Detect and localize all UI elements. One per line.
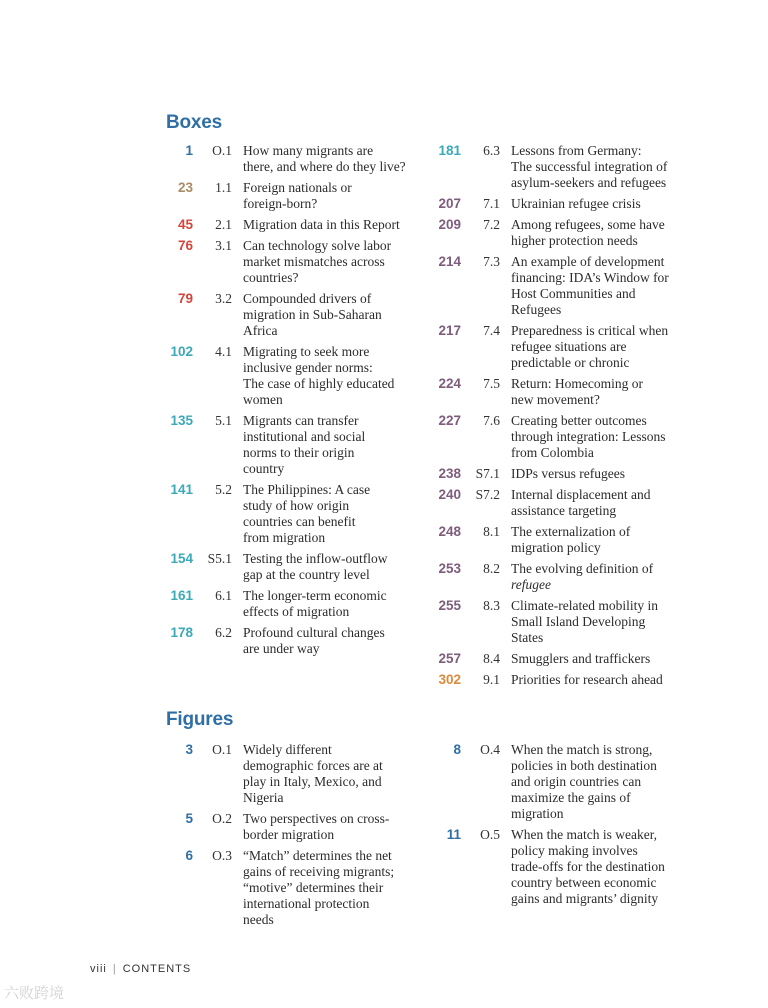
toc-item-number: S5.1 <box>207 551 232 566</box>
toc-title-line: An example of development <box>511 254 665 269</box>
boxes-heading: Boxes <box>166 112 223 133</box>
toc-title-line: Foreign nationals or <box>243 180 352 195</box>
toc-title-line: country <box>243 461 285 476</box>
toc-title-line: Africa <box>243 323 278 338</box>
toc-title-line: predictable or chronic <box>511 355 630 370</box>
toc-entry[interactable] <box>434 323 694 371</box>
toc-title-line: How many migrants are <box>243 143 374 158</box>
toc-item-number: 3.2 <box>215 291 232 306</box>
toc-title-line: financing: IDA’s Window for <box>511 270 669 285</box>
toc-item-title <box>243 344 426 408</box>
toc-item-title <box>511 672 694 688</box>
toc-entry[interactable] <box>434 466 694 482</box>
toc-page-number: 135 <box>170 413 193 428</box>
toc-title-line: gains and migrants’ dignity <box>511 891 659 906</box>
toc-entry[interactable] <box>434 827 694 907</box>
toc-entry[interactable] <box>434 217 694 249</box>
toc-entry[interactable] <box>166 180 426 212</box>
toc-item-title <box>511 598 694 646</box>
toc-page-number: 238 <box>438 466 461 481</box>
toc-title-line: The case of highly educated <box>243 376 395 391</box>
toc-title-line: Host Communities and <box>511 286 636 301</box>
toc-entry[interactable] <box>166 482 426 546</box>
toc-item-title <box>511 466 694 482</box>
toc-entry[interactable] <box>434 487 694 519</box>
toc-item-title <box>511 376 694 408</box>
toc-entry[interactable] <box>166 551 426 583</box>
toc-page-number: 161 <box>170 588 193 603</box>
toc-title-line: countries? <box>243 270 299 285</box>
toc-title-line: new movement? <box>511 392 600 407</box>
toc-title-line: Creating better outcomes <box>511 413 647 428</box>
boxes-right-column <box>434 143 694 693</box>
toc-title-line: The externalization of <box>511 524 631 539</box>
toc-page-number: 209 <box>438 217 461 232</box>
toc-entry[interactable] <box>434 254 694 318</box>
toc-item-number: 7.5 <box>483 376 500 391</box>
toc-page-number: 5 <box>185 811 193 826</box>
toc-title-line: Testing the inflow-outflow <box>243 551 388 566</box>
toc-title-line: Profound cultural changes <box>243 625 385 640</box>
toc-item-title <box>511 561 694 593</box>
toc-title-line: States <box>511 630 544 645</box>
toc-title-line: trade-offs for the destination <box>511 859 665 874</box>
toc-page-number: 227 <box>438 413 461 428</box>
toc-item-number: 5.2 <box>215 482 232 497</box>
toc-item-number: 6.1 <box>215 588 232 603</box>
toc-item-title <box>511 524 694 556</box>
toc-item-title <box>511 827 694 907</box>
footer-section-label: CONTENTS <box>122 963 192 975</box>
toc-item-number: S7.1 <box>475 466 500 481</box>
toc-page-number: 45 <box>177 217 193 232</box>
toc-page-number: 224 <box>438 376 461 391</box>
toc-item-title <box>243 848 426 928</box>
toc-page-number: 178 <box>170 625 193 640</box>
toc-item-title <box>243 413 426 477</box>
toc-title-line: Widely different <box>243 742 332 757</box>
toc-title-line: refugee situations are <box>511 339 627 354</box>
toc-title-line: “motive” determines their <box>243 880 384 895</box>
toc-item-number: 6.3 <box>483 143 500 158</box>
toc-page-number: 181 <box>438 143 461 158</box>
toc-title-line: Among refugees, some have <box>511 217 665 232</box>
toc-title-line: Migration data in this Report <box>243 217 400 232</box>
toc-title-line: border migration <box>243 827 335 842</box>
toc-item-number: 1.1 <box>215 180 232 195</box>
toc-page-number: 253 <box>438 561 461 576</box>
toc-item-title <box>511 651 694 667</box>
toc-item-number: 4.1 <box>215 344 232 359</box>
toc-entry[interactable] <box>166 625 426 657</box>
toc-title-line: foreign-born? <box>243 196 318 211</box>
toc-item-number: 8.3 <box>483 598 500 613</box>
toc-item-number: 6.2 <box>215 625 232 640</box>
toc-entry[interactable] <box>434 651 694 667</box>
toc-title-line: Nigeria <box>243 790 284 805</box>
toc-page-number: 302 <box>438 672 461 687</box>
toc-item-number: 3.1 <box>215 238 232 253</box>
toc-page-number: 248 <box>438 524 461 539</box>
toc-item-number: O.5 <box>480 827 500 842</box>
toc-title-line: international protection <box>243 896 370 911</box>
toc-title-line: Can technology solve labor <box>243 238 392 253</box>
toc-title-line: through integration: Lessons <box>511 429 666 444</box>
toc-item-title <box>243 238 426 286</box>
toc-item-number: 7.6 <box>483 413 500 428</box>
toc-page-number: 1 <box>185 143 193 158</box>
toc-entry[interactable] <box>166 742 426 806</box>
toc-item-number: 2.1 <box>215 217 232 232</box>
toc-title-line: from Colombia <box>511 445 594 460</box>
toc-item-title <box>243 625 426 657</box>
toc-item-number: O.1 <box>212 742 232 757</box>
toc-item-number: 5.1 <box>215 413 232 428</box>
toc-entry[interactable] <box>166 344 426 408</box>
toc-title-line: maximize the gains of <box>511 790 631 805</box>
toc-title-line: Migrating to seek more <box>243 344 370 359</box>
toc-title-line: gap at the country level <box>243 567 370 582</box>
toc-title-line: demographic forces are at <box>243 758 383 773</box>
toc-title-line: The longer-term economic <box>243 588 387 603</box>
toc-title-line: study of how origin <box>243 498 350 513</box>
page-footer <box>90 963 191 975</box>
toc-entry[interactable] <box>434 143 694 191</box>
toc-title-line: The successful integration of <box>511 159 668 174</box>
toc-title-line: policy making involves <box>511 843 638 858</box>
toc-page-number: 6 <box>185 848 193 863</box>
toc-page-number: 8 <box>453 742 461 757</box>
toc-entry[interactable] <box>166 413 426 477</box>
footer-separator: | <box>112 963 117 975</box>
toc-item-title <box>243 482 426 546</box>
toc-item-title <box>243 811 426 843</box>
toc-title-line: The Philippines: A case <box>243 482 371 497</box>
toc-item-title <box>243 588 426 620</box>
toc-entry[interactable] <box>434 598 694 646</box>
toc-title-line: effects of migration <box>243 604 350 619</box>
toc-item-title <box>243 180 426 212</box>
toc-page-number: 102 <box>170 344 193 359</box>
toc-page-number: 257 <box>438 651 461 666</box>
toc-item-number: 8.4 <box>483 651 500 666</box>
toc-item-title <box>511 254 694 318</box>
toc-item-number: O.3 <box>212 848 232 863</box>
watermark-text: 六败跨境 <box>4 984 65 1002</box>
toc-item-title <box>243 217 426 233</box>
toc-title-line: Priorities for research ahead <box>511 672 663 687</box>
toc-item-title <box>243 291 426 339</box>
boxes-left-column <box>166 143 426 662</box>
toc-title-line: Compounded drivers of <box>243 291 372 306</box>
toc-page-number: 154 <box>170 551 193 566</box>
toc-entry[interactable] <box>434 672 694 688</box>
toc-item-number: 8.1 <box>483 524 500 539</box>
toc-entry[interactable] <box>166 291 426 339</box>
toc-title-line: Two perspectives on cross- <box>243 811 390 826</box>
toc-title-line: from migration <box>243 530 326 545</box>
toc-title-line: gains of receiving migrants; <box>243 864 395 879</box>
toc-title-line: and origin countries can <box>511 774 642 789</box>
toc-title-line: inclusive gender norms: <box>243 360 373 375</box>
toc-title-line: migration in Sub-Saharan <box>243 307 382 322</box>
toc-entry[interactable] <box>434 561 694 593</box>
toc-title-line: Ukrainian refugee crisis <box>511 196 641 211</box>
toc-item-title <box>511 143 694 191</box>
toc-entry[interactable] <box>434 376 694 408</box>
toc-title-line: asylum-seekers and refugees <box>511 175 667 190</box>
toc-item-number: 7.1 <box>483 196 500 211</box>
toc-title-line: country between economic <box>511 875 657 890</box>
toc-title-line: assistance targeting <box>511 503 617 518</box>
toc-page-number: 11 <box>446 827 461 842</box>
toc-page-number: 255 <box>438 598 461 613</box>
toc-page-number: 207 <box>438 196 461 211</box>
toc-item-title <box>511 742 694 822</box>
toc-item-number: O.2 <box>212 811 232 826</box>
toc-title-line: norms to their origin <box>243 445 355 460</box>
toc-page-number: 76 <box>177 238 193 253</box>
toc-page-number: 141 <box>170 482 193 497</box>
toc-title-line: Return: Homecoming or <box>511 376 643 391</box>
toc-title-line: Smugglers and traffickers <box>511 651 651 666</box>
toc-item-number: 9.1 <box>483 672 500 687</box>
toc-title-line: IDPs versus refugees <box>511 466 625 481</box>
toc-title-line: Refugees <box>511 302 562 317</box>
toc-title-line: Lessons from Germany: <box>511 143 642 158</box>
figures-right-column <box>434 742 694 912</box>
toc-item-number: 7.4 <box>483 323 500 338</box>
toc-title-line: Climate-related mobility in <box>511 598 658 613</box>
toc-entry[interactable] <box>434 196 694 212</box>
toc-item-number: 7.2 <box>483 217 500 232</box>
footer-page-number: viii <box>90 963 107 975</box>
toc-item-title <box>511 217 694 249</box>
toc-page-number: 3 <box>185 742 193 757</box>
toc-entry[interactable] <box>434 413 694 461</box>
toc-title-line: institutional and social <box>243 429 366 444</box>
toc-entry[interactable] <box>434 524 694 556</box>
toc-entry[interactable] <box>166 848 426 928</box>
toc-item-number: O.1 <box>212 143 232 158</box>
toc-title-line-italic: refugee <box>511 577 551 592</box>
toc-title-line: “Match” determines the net <box>243 848 392 863</box>
toc-entry[interactable] <box>166 143 426 175</box>
toc-entry[interactable] <box>166 811 426 843</box>
toc-item-number: S7.2 <box>475 487 500 502</box>
toc-title-line: The evolving definition of <box>511 561 654 576</box>
toc-title-line: Internal displacement and <box>511 487 651 502</box>
toc-title-line: are under way <box>243 641 320 656</box>
toc-item-title <box>511 323 694 371</box>
toc-item-title <box>243 551 426 583</box>
toc-title-line: play in Italy, Mexico, and <box>243 774 382 789</box>
toc-title-line: policies in both destination <box>511 758 657 773</box>
toc-title-line: Preparedness is critical when <box>511 323 669 338</box>
figures-heading: Figures <box>166 709 234 730</box>
toc-item-number: 7.3 <box>483 254 500 269</box>
toc-item-title <box>511 487 694 519</box>
toc-entry[interactable] <box>166 217 426 233</box>
toc-title-line: countries can benefit <box>243 514 356 529</box>
toc-title-line: migration policy <box>511 540 601 555</box>
toc-item-title <box>243 742 426 806</box>
toc-entry[interactable] <box>434 742 694 822</box>
toc-title-line: women <box>243 392 283 407</box>
toc-item-number: O.4 <box>480 742 500 757</box>
toc-page-number: 214 <box>438 254 461 269</box>
toc-title-line: When the match is weaker, <box>511 827 658 842</box>
toc-item-number: 8.2 <box>483 561 500 576</box>
toc-page-number: 240 <box>438 487 461 502</box>
toc-entry[interactable] <box>166 588 426 620</box>
toc-title-line: Small Island Developing <box>511 614 646 629</box>
toc-title-line: higher protection needs <box>511 233 638 248</box>
toc-title-line: needs <box>243 912 274 927</box>
toc-page-number: 217 <box>438 323 461 338</box>
toc-item-title <box>511 196 694 212</box>
toc-entry[interactable] <box>166 238 426 286</box>
toc-title-line: Migrants can transfer <box>243 413 359 428</box>
toc-page-number: 23 <box>177 180 193 195</box>
toc-item-title <box>243 143 426 175</box>
toc-title-line: migration <box>511 806 564 821</box>
toc-title-line: market mismatches across <box>243 254 385 269</box>
toc-title-line: there, and where do they live? <box>243 159 406 174</box>
figures-left-column <box>166 742 426 933</box>
toc-title-line: When the match is strong, <box>511 742 653 757</box>
watermark-logo <box>4 982 104 1004</box>
toc-page-number: 79 <box>177 291 193 306</box>
toc-item-title <box>511 413 694 461</box>
